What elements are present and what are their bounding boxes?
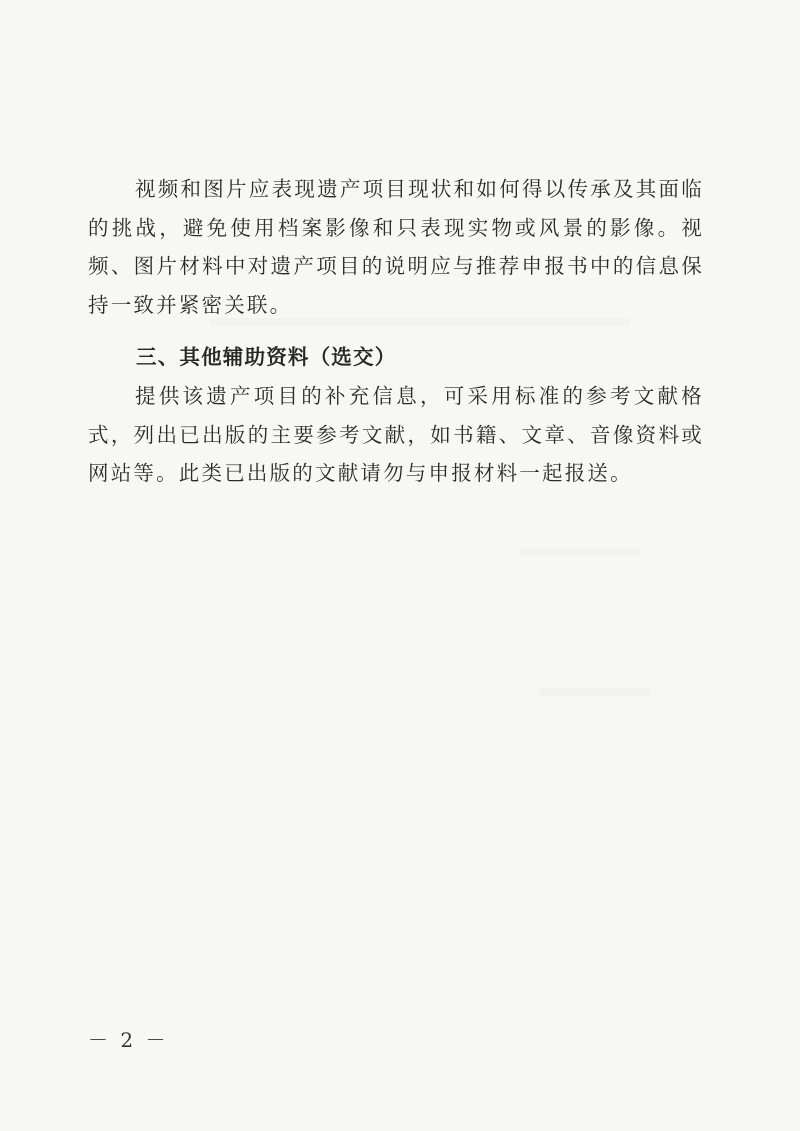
body-paragraph-1: 视频和图片应表现遗产项目现状和如何得以传承及其面临的挑战，避免使用档案影像和只表现实物或风景的影像。视频、图片材料中对遗产项目的说明应与推荐申报书中的信息保持一致并紧密关联。: [88, 177, 704, 317]
page-number: － 2 －: [88, 1028, 169, 1052]
body-paragraph-2: 提供该遗产项目的补充信息，可采用标准的参考文献格式，列出已出版的主要参考文献，如书籍、文章、音像资料或网站等。此类已出版的文献请勿与申报材料一起报送。: [88, 384, 704, 485]
bleed-through-shadow: [540, 688, 650, 696]
bleed-through-shadow: [520, 548, 640, 556]
section-heading: 三、其他辅助资料（选交）: [136, 345, 397, 369]
